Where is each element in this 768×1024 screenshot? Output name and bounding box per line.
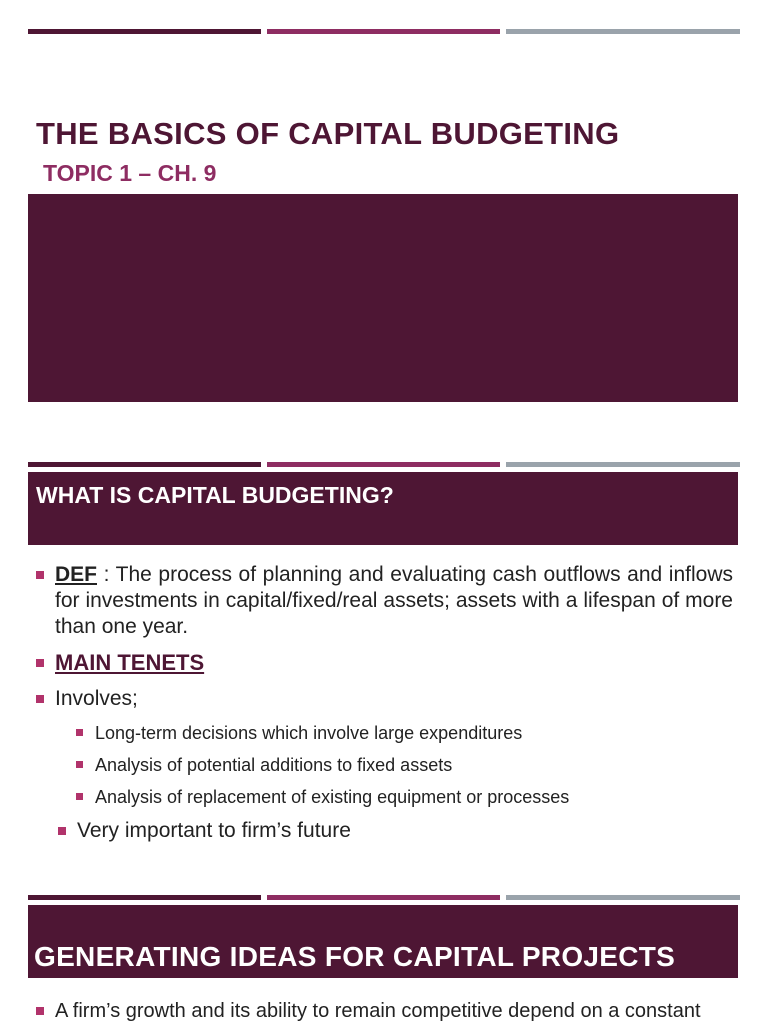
bullet-square-icon [36, 1007, 44, 1015]
sub-bullet [76, 722, 733, 744]
bullet-involves [36, 686, 733, 712]
slide3-bullet-text: A firm’s growth and its ability to remain competitive depend on a constant [55, 1000, 701, 1022]
slide-subtitle: TOPIC 1 – CH. 9 [43, 160, 217, 186]
slide3-heading: GENERATING IDEAS FOR CAPITAL PROJECTS [34, 941, 676, 972]
slide2-heading: WHAT IS CAPITAL BUDGETING? [36, 482, 394, 508]
bullet-square-icon [36, 695, 44, 703]
stripe-magenta [267, 462, 500, 467]
bullet-square-icon [58, 827, 66, 835]
bullet-square-icon [76, 793, 83, 800]
sub-bullet-text: Long-term decisions which involve large expenditures [95, 723, 523, 743]
def-label: DEF [55, 563, 97, 586]
bullet-square-icon [36, 659, 44, 667]
sub-bullet [76, 754, 733, 776]
sub-bullet-text: Analysis of replacement of existing equipment or processes [95, 787, 570, 807]
bullet-main-tenets [36, 650, 733, 676]
decorative-stripes-top [28, 29, 740, 34]
involves-label: Involves; [55, 687, 138, 710]
important-text: Very important to firm’s future [77, 819, 351, 842]
bullet-square-icon [36, 571, 44, 579]
bullet-definition [36, 562, 733, 640]
decorative-stripes-slide3 [28, 895, 740, 900]
bullet-square-icon [76, 729, 83, 736]
title-color-block [28, 194, 738, 402]
slide2-bullet-list [36, 562, 733, 844]
stripe-grey [506, 895, 740, 900]
sub-bullet [76, 786, 733, 808]
slide-title: THE BASICS OF CAPITAL BUDGETING [36, 116, 620, 151]
stripe-maroon [28, 29, 261, 34]
stripe-magenta [267, 895, 500, 900]
stripe-maroon [28, 895, 261, 900]
slide3-bullet [36, 998, 768, 1024]
bullet-important [58, 818, 733, 844]
stripe-magenta [267, 29, 500, 34]
bullet-square-icon [76, 761, 83, 768]
def-text: : The process of planning and evaluating cash outflows and inflows for investments in capital/fixed/real assets; assets with a lifespan of more than one year. [55, 563, 733, 638]
decorative-stripes-slide2 [28, 462, 740, 467]
main-tenets-label: MAIN TENETS [55, 650, 205, 675]
stripe-maroon [28, 462, 261, 467]
stripe-grey [506, 462, 740, 467]
sub-bullet-text: Analysis of potential additions to fixed assets [95, 755, 453, 775]
stripe-grey [506, 29, 740, 34]
